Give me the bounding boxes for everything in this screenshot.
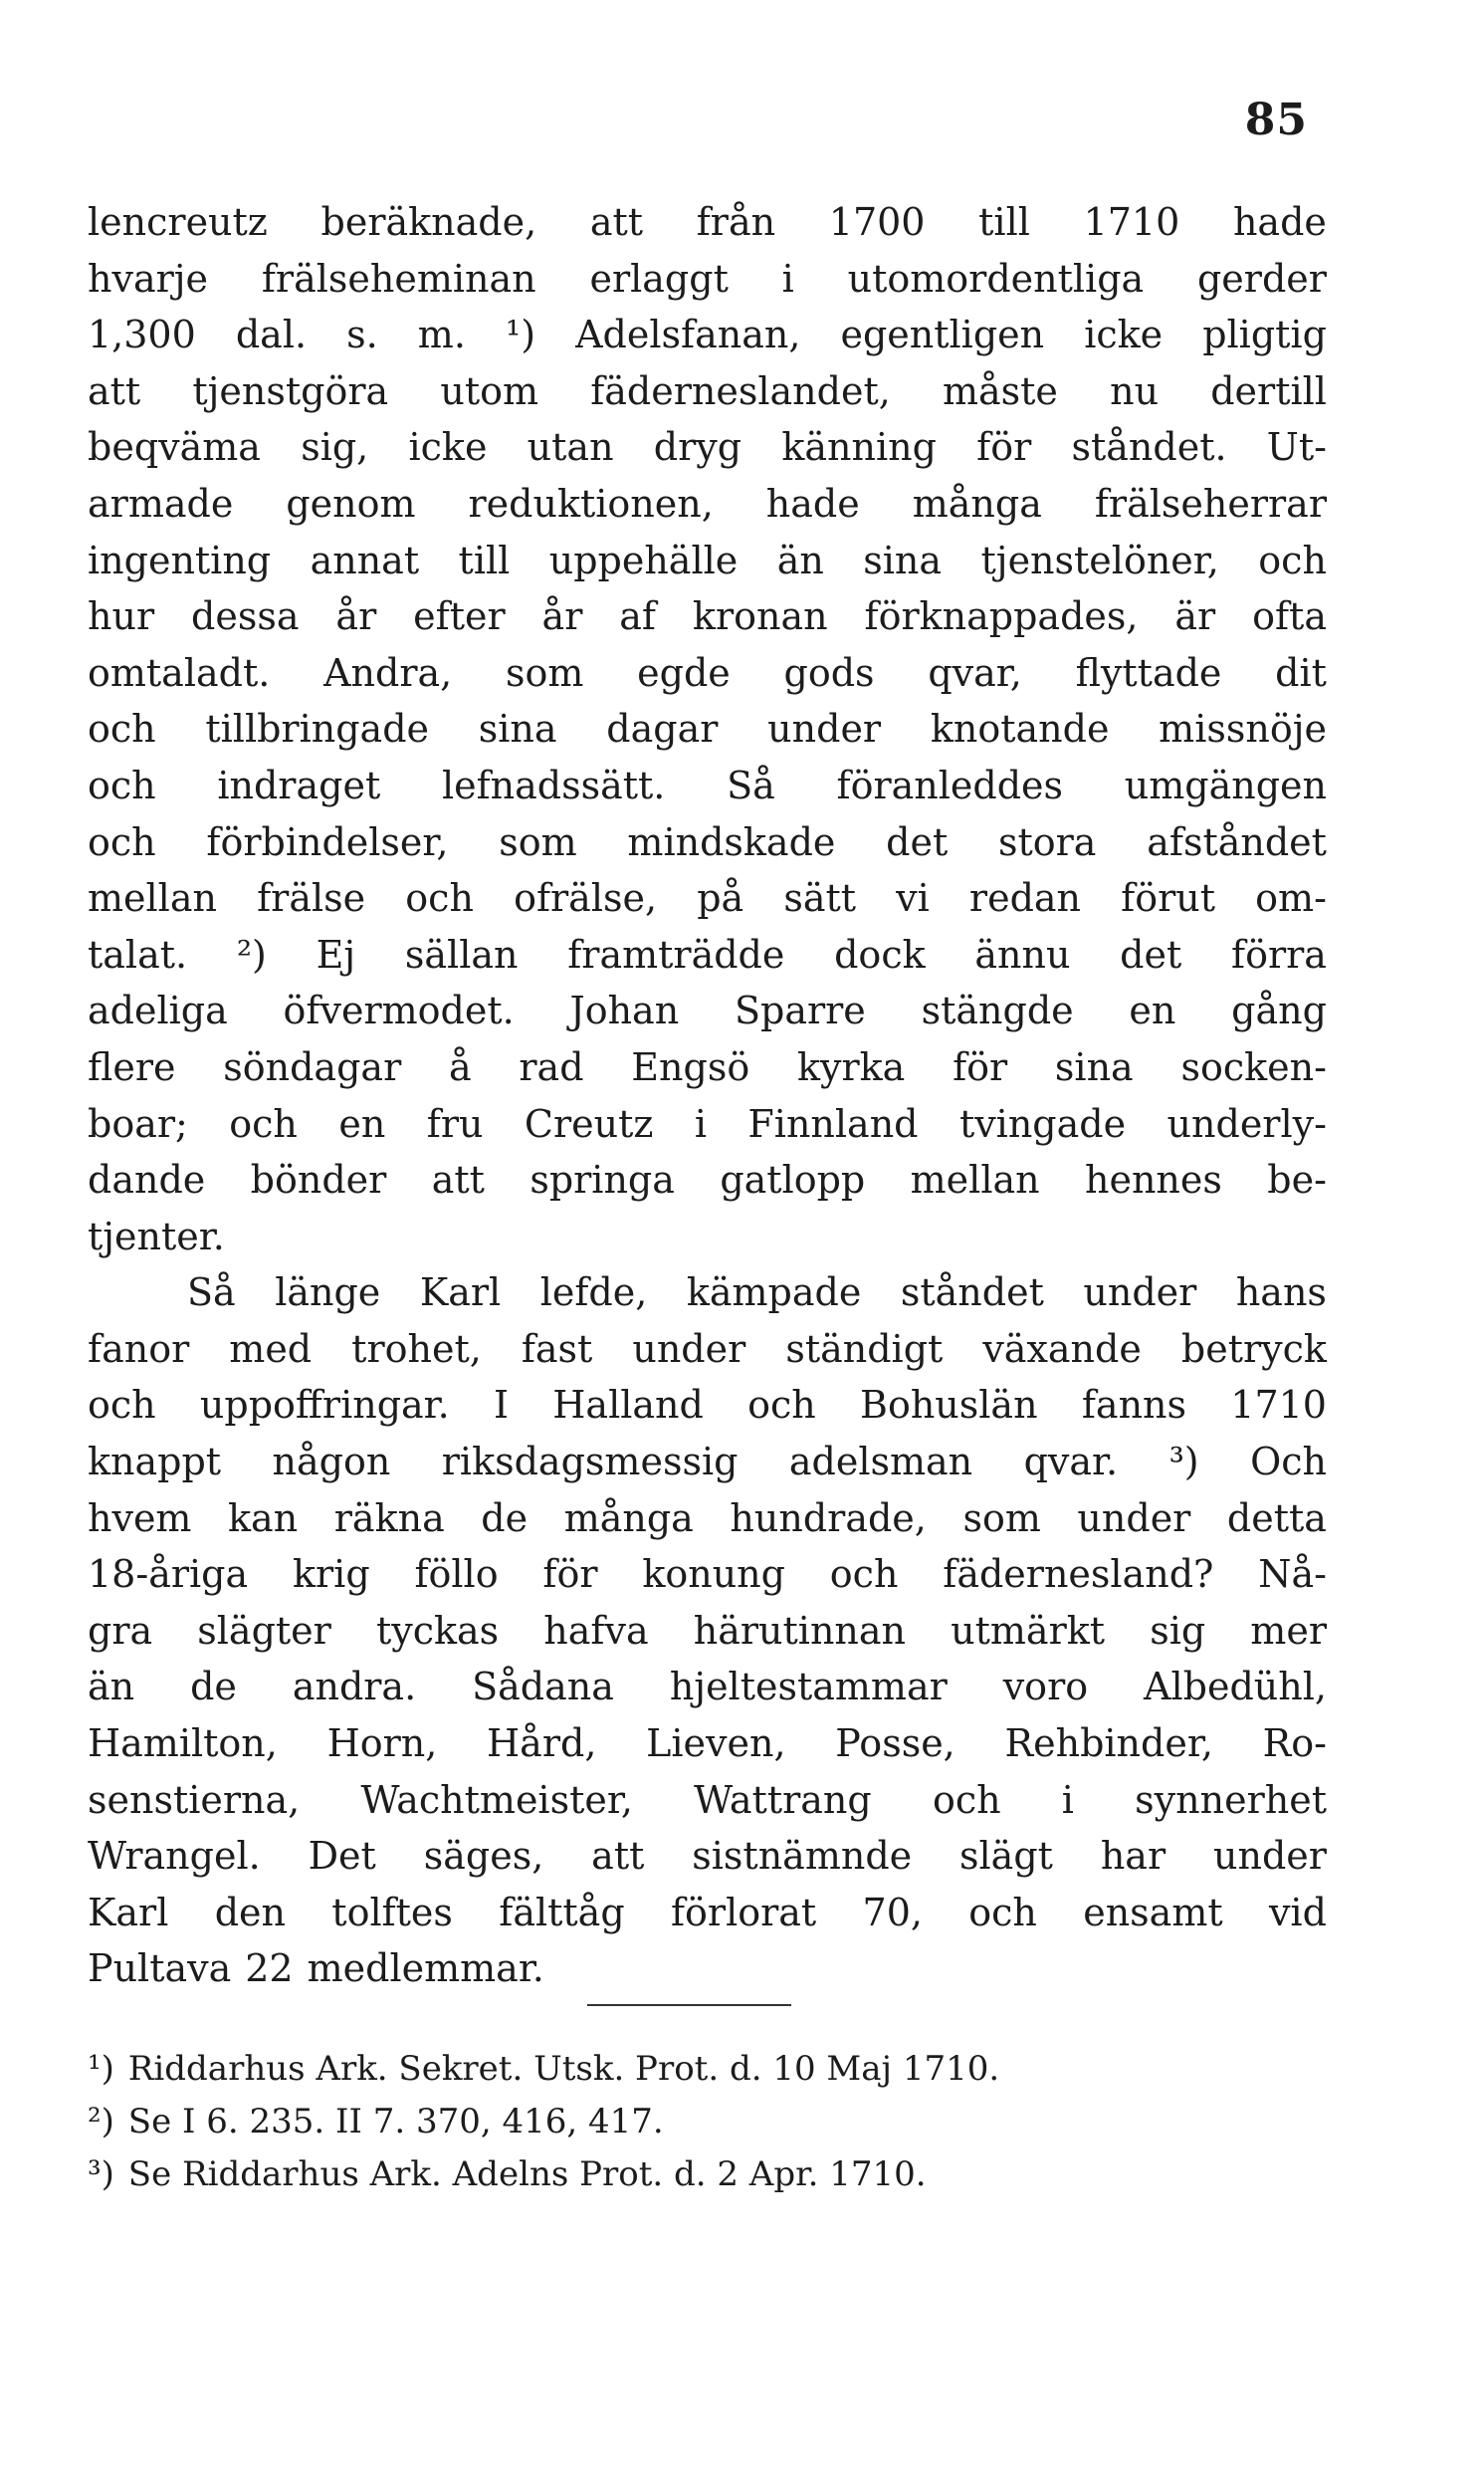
text-line: dande bönder att springa gatlopp mellan hennes be- xyxy=(88,1158,1327,1203)
text-line: att tjenstgöra utom fäderneslandet, måste nu dertill xyxy=(88,368,1327,413)
text-line: mellan frälse och ofrälse, på sätt vi redan förut om- xyxy=(88,876,1327,921)
text-line: Wrangel. Det säges, att sistnämnde slägt har under xyxy=(88,1834,1327,1879)
text-line: 1,300 dal. s. m. ¹) Adelsfanan, egentligen icke pligtig xyxy=(88,313,1327,357)
text-line: talat. ²) Ej sällan framträdde dock ännu det förra xyxy=(88,932,1327,977)
text-line: ingenting annat till uppehälle än sina tjenstelöner, och xyxy=(88,538,1327,582)
footnote xyxy=(88,2043,1282,2096)
text-line: boar; och en fru Creutz i Finnland tvingade underly- xyxy=(88,1101,1327,1146)
text-line: och uppoffringar. I Halland och Bohuslän fanns 1710 xyxy=(88,1383,1327,1428)
footnote-divider xyxy=(587,2004,791,2006)
text-line: och förbindelser, som mindskade det stora afståndet xyxy=(88,819,1327,864)
footnote-text: Se Riddarhus Ark. Adelns Prot. d. 2 Apr. 1710. xyxy=(117,2154,927,2194)
footnote-text: Se I 6. 235. II 7. 370, 416, 417. xyxy=(117,2102,664,2141)
text-line: beqväma sig, icke utan dryg känning för ståndet. Ut- xyxy=(88,425,1327,470)
text-line: adeliga öfvermodet. Johan Sparre stängde en gång xyxy=(88,989,1327,1033)
text-line: flere söndagar å rad Engsö kyrka för sina socken- xyxy=(88,1044,1327,1089)
text-line: hvarje frälseheminan erlaggt i utomordentliga gerder xyxy=(88,256,1327,301)
footnote-mark: ¹) xyxy=(88,2049,114,2089)
text-line: knappt någon riksdagsmessig adelsman qvar. ³) Och xyxy=(88,1440,1327,1484)
text-line: Hamilton, Horn, Hård, Lieven, Posse, Rehbinder, Ro- xyxy=(88,1721,1327,1766)
body-text xyxy=(88,194,1327,1997)
footnote-mark: ²) xyxy=(88,2102,114,2141)
text-line: tjenter. xyxy=(88,1214,225,1258)
footnote xyxy=(88,2148,1282,2201)
text-line: hur dessa år efter år af kronan förknappades, är ofta xyxy=(88,594,1327,639)
footnote-text: Riddarhus Ark. Sekret. Utsk. Prot. d. 10 Maj 1710. xyxy=(117,2049,1000,2089)
text-line: lencreutz beräknade, att från 1700 till 1710 hade xyxy=(88,200,1327,244)
text-line: Så länge Karl lefde, kämpade ståndet under hans xyxy=(187,1270,1327,1315)
text-line: hvem kan räkna de många hundrade, som under detta xyxy=(88,1495,1327,1540)
footnote xyxy=(88,2096,1282,2148)
footnotes xyxy=(88,2043,1282,2201)
footnote-mark: ³) xyxy=(88,2154,114,2194)
text-line: Pultava 22 medlemmar. xyxy=(88,1946,544,1991)
text-line: omtaladt. Andra, som egde gods qvar, flyttade dit xyxy=(88,650,1327,695)
page-number: 85 xyxy=(1244,95,1308,145)
text-line: 18-åriga krig föllo för konung och fädernesland? Nå- xyxy=(88,1552,1327,1597)
text-line: armade genom reduktionen, hade många frälseherrar xyxy=(88,481,1327,526)
text-line: gra slägter tyckas hafva härutinnan utmärkt sig mer xyxy=(88,1608,1327,1653)
text-line: fanor med trohet, fast under ständigt växande betryck xyxy=(88,1326,1327,1371)
text-line: och tillbringade sina dagar under knotande missnöje xyxy=(88,707,1327,752)
text-line: än de andra. Sådana hjeltestammar voro Albedühl, xyxy=(88,1665,1327,1709)
text-line: och indraget lefnadssätt. Så föranleddes umgängen xyxy=(88,763,1327,807)
text-line: senstierna, Wachtmeister, Wattrang och i synnerhet xyxy=(88,1777,1327,1822)
text-line: Karl den tolftes fälttåg förlorat 70, och ensamt vid xyxy=(88,1890,1327,1934)
